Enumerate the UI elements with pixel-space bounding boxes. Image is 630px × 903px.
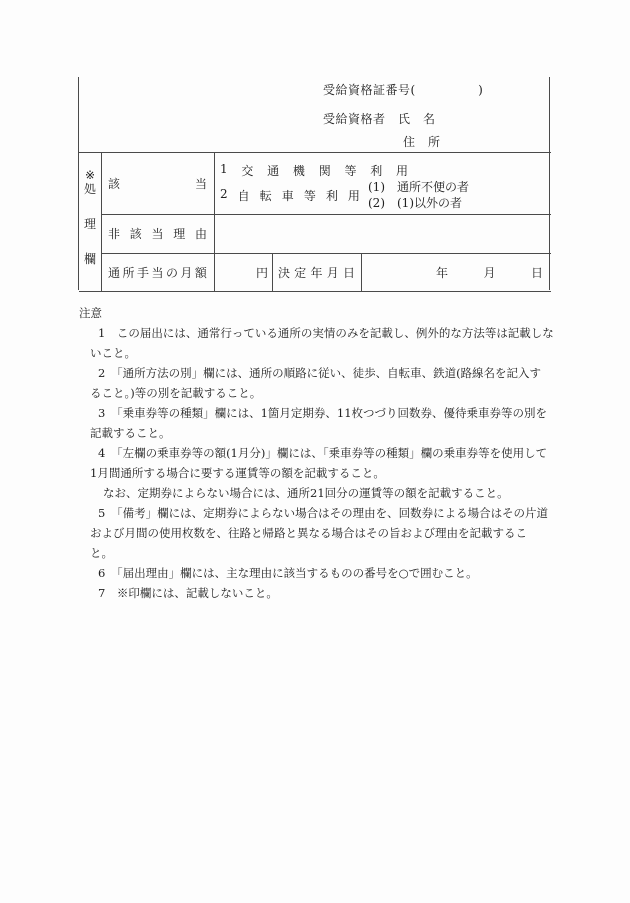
certificate-number-label: 受給資格証番号( ): [323, 83, 484, 97]
year-month-day-text: 年 月 日: [436, 265, 543, 280]
note-line-3: 3 「乗車券等の種類」欄には、1箇月定期券、11枚つづり回数券、優待乗車券等の別を: [98, 406, 548, 420]
processing-char: 欄: [83, 252, 96, 266]
eligible-row-label: [101, 153, 214, 214]
note-line-1: 1 この届出には、通常行っている通所の実情のみを記載し、例外的な方法等は記載しな: [98, 326, 554, 340]
note-line-5c: と。: [90, 546, 113, 560]
processing-char: ※: [84, 168, 96, 182]
processing-char: 理: [83, 217, 96, 231]
note-line-4c: なお、定期券によらない場合には、通所21回分の運賃等の額を記載すること。: [103, 486, 509, 500]
year-month-day-cell: [361, 253, 551, 291]
form-section: [78, 77, 550, 290]
recipient-name-label: 受給資格者 氏 名: [323, 112, 436, 126]
note-line-6: 6 「届出理由」欄には、主な理由に該当するものの番号を○で囲むこと。: [98, 566, 478, 580]
monthly-allowance-label-text: 通 所 手 当 の 月 額: [108, 265, 207, 280]
eligible-label-text: 該 当: [108, 177, 207, 191]
sub-option-1: (1) 通所不便の者: [368, 180, 469, 194]
decision-date-label-text: 決 定 年 月 日: [278, 265, 355, 280]
processing-char: 処: [83, 182, 96, 196]
decision-date-label: [272, 253, 361, 291]
notes-title: 注意: [79, 306, 102, 320]
notes-section: [78, 303, 578, 603]
note-line-4: 4 「左欄の乗車券等の額(1月分)」欄には、「乗車券等の種類」欄の乗車券等を使用して: [98, 446, 548, 460]
note-line-1b: いこと。: [90, 346, 136, 360]
sub-option-2: (2) (1)以外の者: [368, 196, 462, 210]
transport-use-option: 1 交 通 機 関 等 利 用: [220, 162, 408, 178]
bicycle-use-option: 2 自 転 車 等 利 用: [220, 187, 360, 203]
note-line-3b: 記載すること。: [90, 426, 171, 440]
non-eligible-label-text: 非 該 当 理 由: [108, 227, 207, 241]
note-line-5b: および月間の使用枚数を、往路と帰路と異なる場合はその旨および理由を記載するこ: [90, 526, 527, 540]
bicycle-sub-options: [368, 179, 469, 211]
note-line-4b: 1月間通所する場合に要する運賃等の額を記載すること。: [90, 466, 385, 480]
monthly-allowance-label: [101, 253, 214, 291]
yen-unit-cell: [214, 253, 272, 291]
non-eligible-reason-label: [101, 214, 214, 253]
note-line-5: 5 「備考」欄には、定期券によらない場合はその理由を、回数券による場合はその片道: [98, 506, 549, 520]
note-line-2: 2 「通所方法の別」欄には、通所の順路に従い、徒歩、自転車、鉄道(路線名を記入す: [98, 366, 542, 380]
processing-column-label: [79, 153, 101, 291]
note-line-2b: ること。)等の別を記載すること。: [90, 386, 262, 400]
recipient-address-label: 住 所: [403, 135, 441, 149]
note-line-7: 7 ※印欄には、記載しないこと。: [98, 586, 278, 600]
processing-table: [79, 152, 551, 292]
yen-unit-text: 円: [255, 265, 268, 280]
